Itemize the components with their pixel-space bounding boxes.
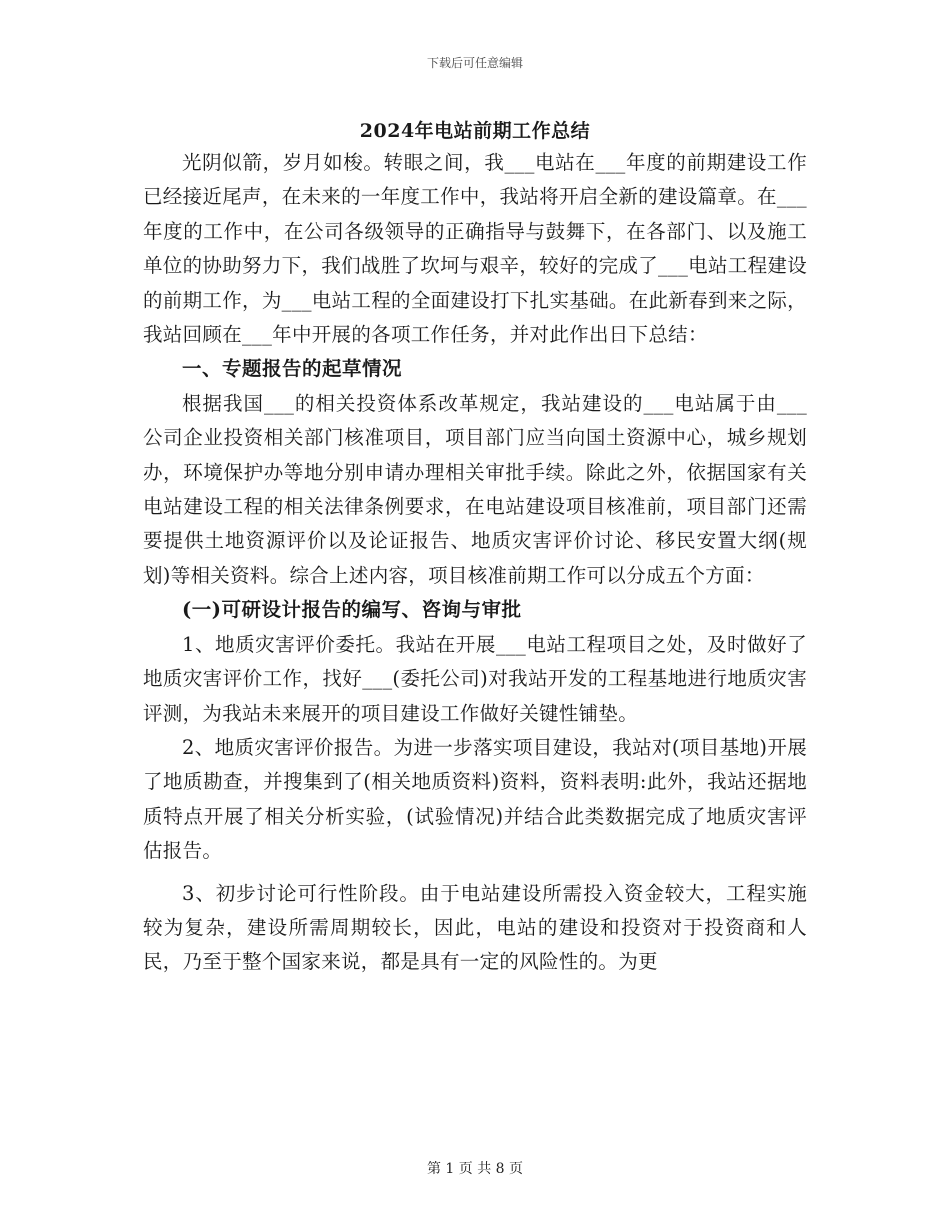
section-body-paragraph: 根据我国___的相关投资体系改革规定，我站建设的___电站属于由___公司企业投资相关部门核准项目，项目部门应当向国土资源中心，城乡规划办，环境保护办等地分别申请办理相关审批手续。除此之外，依据国家有关电站建设工程的相关法律条例要求，在电站建设项目核准前，项目部门还需要提供土地资源评价以及论证报告、地质灾害评价讨论、移民安置大纲(规划)等相关资料。综合上述内容，项目核准前期工作可以分成五个方面： xyxy=(143,391,807,587)
list-item-paragraph: 1、地质灾害评价委托。我站在开展___电站工程项目之处，及时做好了地质灾害评价工作，找好___(委托公司)对我站开发的工程基地进行地质灾害评测，为我站未来展开的项目建设工作做好关键性铺垫。 xyxy=(143,632,807,725)
list-item-paragraph: 3、初步讨论可行性阶段。由于电站建设所需投入资金较大，工程实施较为复杂，建设所需周期较长，因此，电站的建设和投资对于投资商和人民，乃至于整个国家来说，都是具有一定的风险性的。为更 xyxy=(143,881,807,974)
document-title: 2024年电站前期工作总结 xyxy=(359,120,591,142)
page-header-note: 下载后可任意编辑 xyxy=(426,56,523,70)
section-heading: 一、专题报告的起草情况 xyxy=(182,357,403,381)
page-footer: 第 1 页 共 8 页 xyxy=(426,1161,524,1177)
intro-paragraph: 光阴似箭，岁月如梭。转眼之间，我___电站在___年度的前期建设工作已经接近尾声，在未来的一年度工作中，我站将开启全新的建设篇章。在___年度的工作中，在公司各级领导的正确指导与鼓舞下，在各部门、以及施工单位的协助努力下，我们战胜了坎坷与艰辛，较好的完成了___电站工程建设的前期工作，为___电站工程的全面建设打下扎实基础。在此新春到来之际，我站回顾在___年中开展的各项工作任务，并对此作出日下总结： xyxy=(143,151,807,347)
document-body xyxy=(143,146,807,980)
list-item-paragraph: 2、地质灾害评价报告。为进一步落实项目建设，我站对(项目基地)开展了地质勘查，并搜集到了(相关地质资料)资料，资料表明:此外，我站还据地质特点开展了相关分析实验，(试验情况)并结合此类数据完成了地质灾害评估报告。 xyxy=(143,735,807,863)
subsection-heading: (一)可研设计报告的编写、咨询与审批 xyxy=(182,598,522,622)
